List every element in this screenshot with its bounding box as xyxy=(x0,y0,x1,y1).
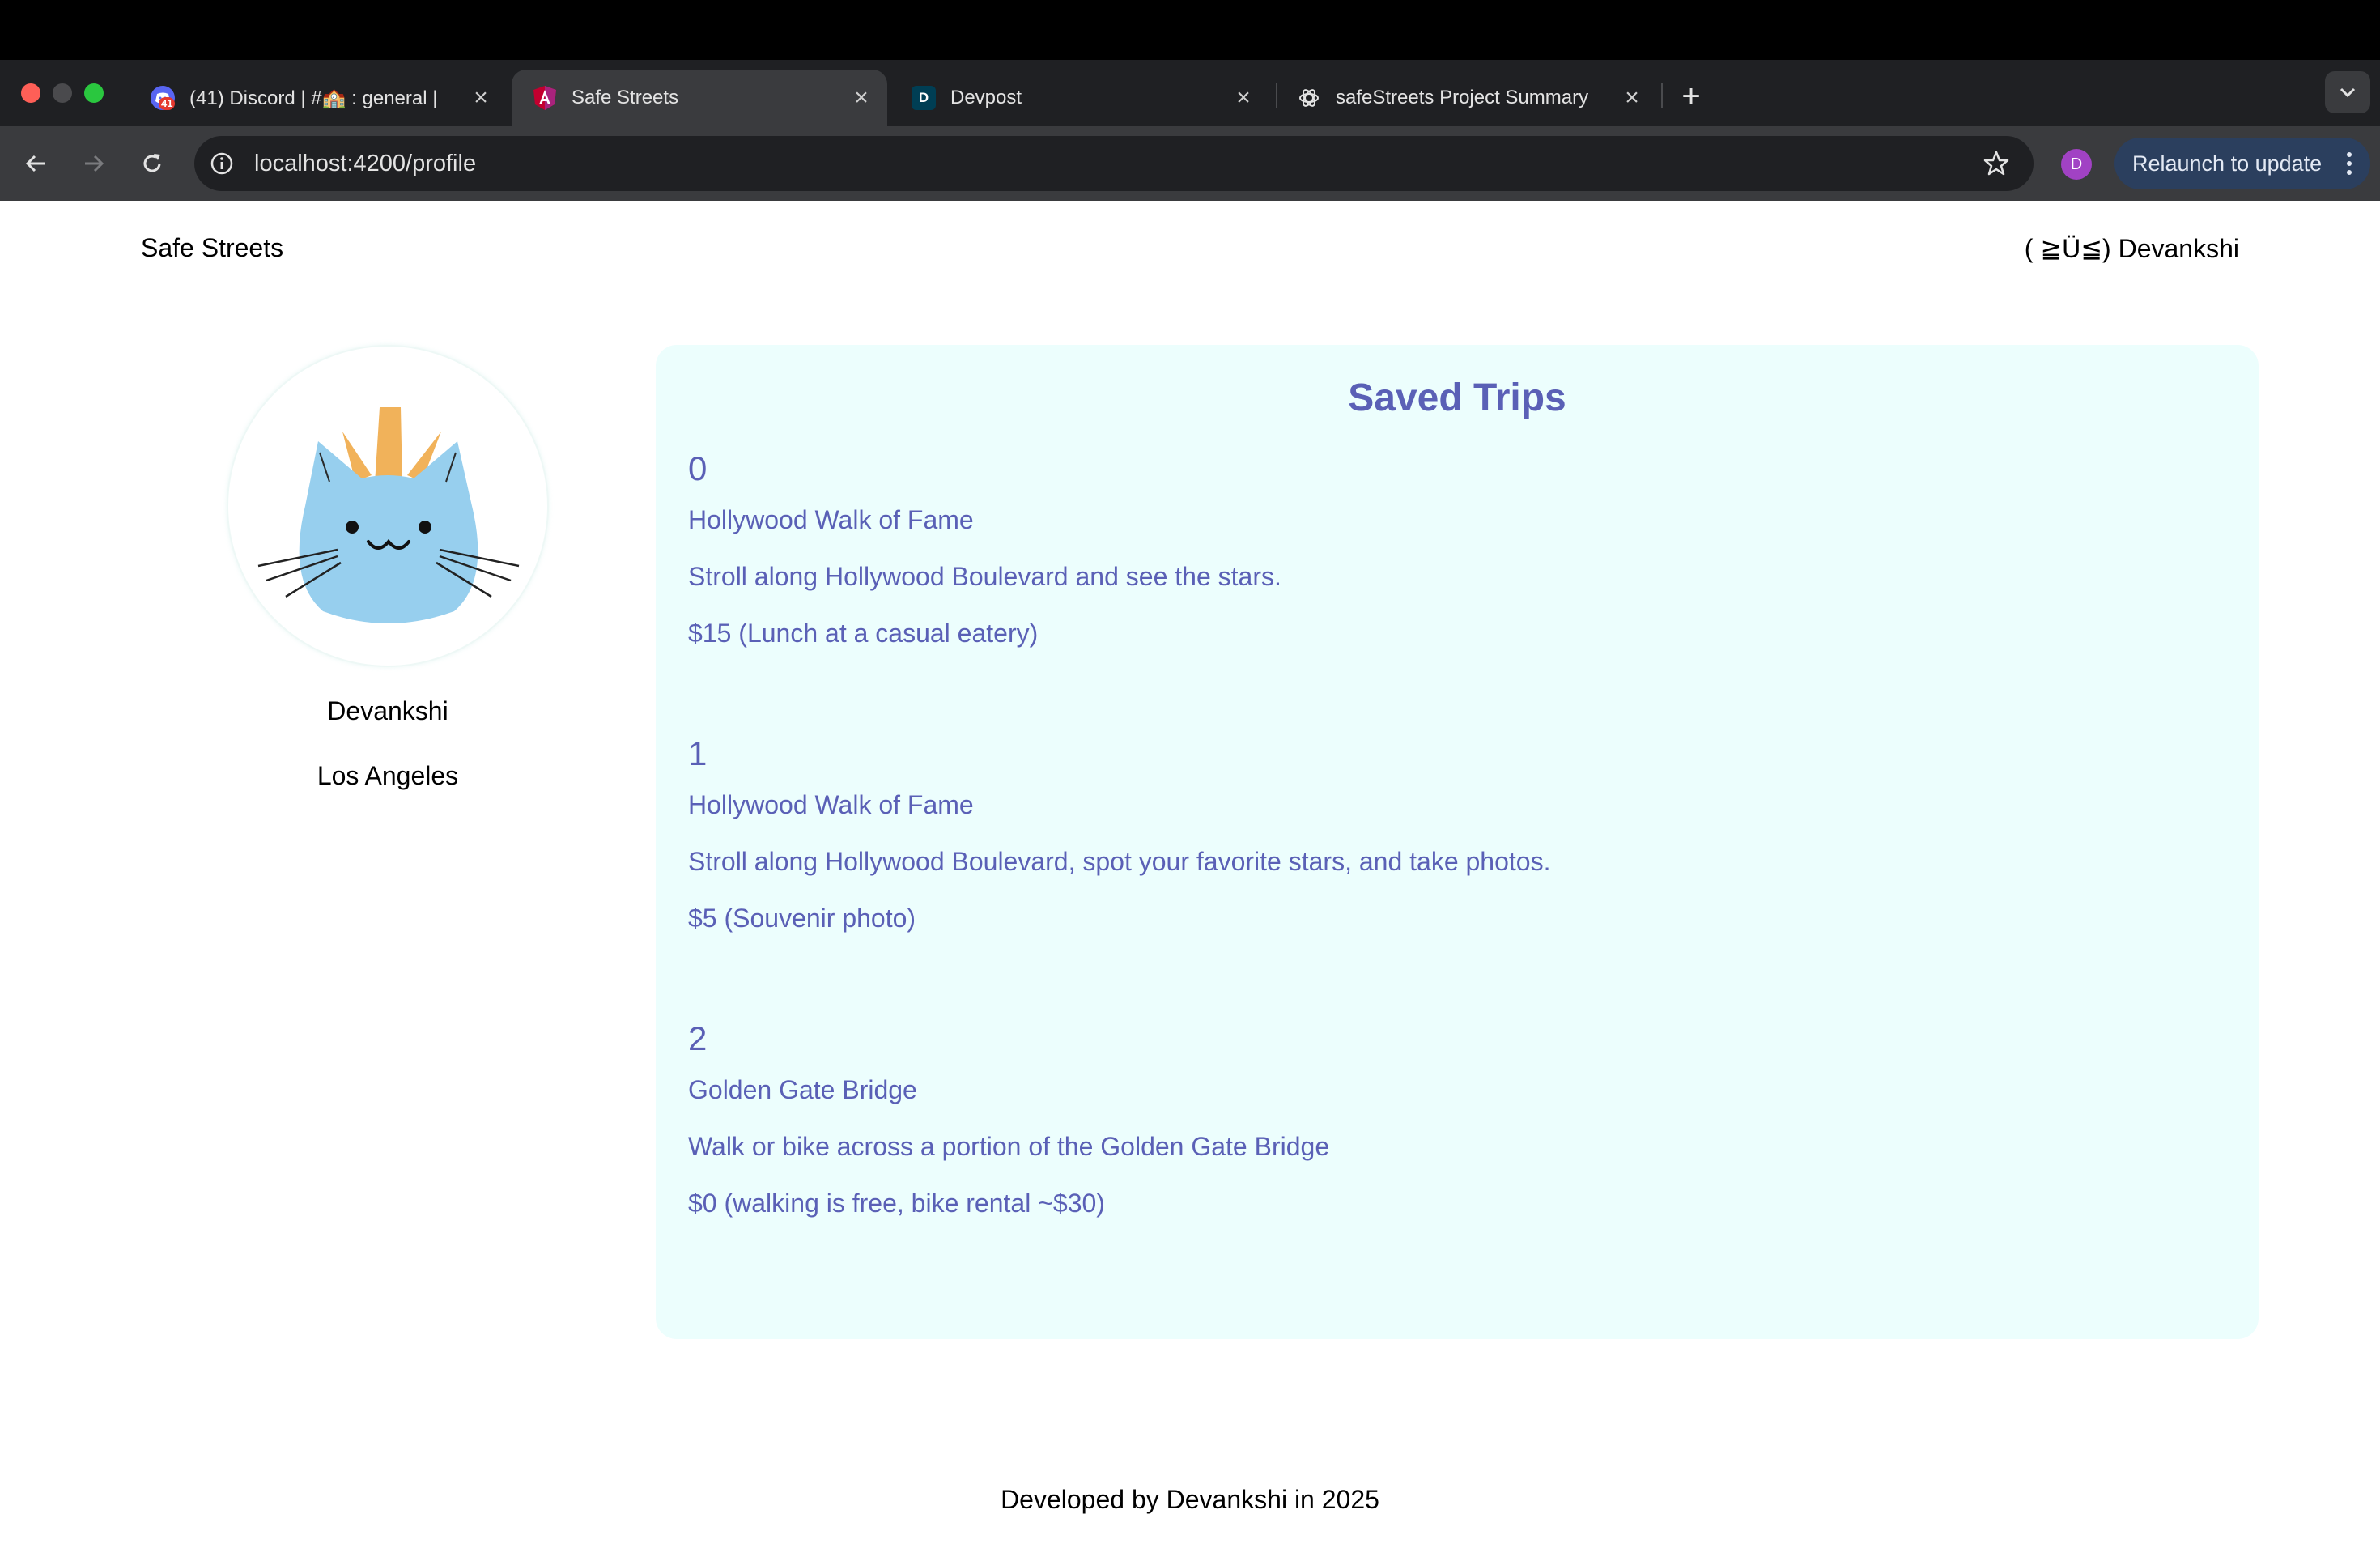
trip-index: 2 xyxy=(688,1019,708,1057)
profile-avatar xyxy=(227,345,549,667)
profile-avatar-button[interactable]: D xyxy=(2061,149,2092,180)
new-tab-button[interactable]: + xyxy=(1681,78,1701,114)
cat-avatar-icon xyxy=(242,368,533,644)
trip-cost: $15 (Lunch at a casual eatery) xyxy=(688,619,1039,648)
maximize-window-button[interactable] xyxy=(84,83,104,103)
reload-button[interactable] xyxy=(133,144,172,183)
trip-index: 0 xyxy=(688,449,708,487)
close-tab-icon[interactable]: × xyxy=(1236,84,1251,111)
close-window-button[interactable] xyxy=(21,83,40,103)
reload-icon xyxy=(140,151,164,176)
user-menu[interactable]: ( ≧Ü≦) Devankshi xyxy=(2024,234,2239,263)
trip-item xyxy=(688,449,2226,649)
tab-search-button[interactable] xyxy=(2325,71,2370,113)
forward-button[interactable] xyxy=(74,144,113,183)
trip-description: Stroll along Hollywood Boulevard and see the stars. xyxy=(688,562,1281,591)
site-info-icon[interactable] xyxy=(209,151,235,176)
saved-trips-card xyxy=(656,345,2259,1339)
back-button[interactable] xyxy=(16,144,55,183)
profile-name: Devankshi xyxy=(327,696,448,725)
trip-place: Hollywood Walk of Fame xyxy=(688,790,974,819)
minimize-window-button[interactable] xyxy=(53,83,72,103)
relaunch-label: Relaunch to update xyxy=(2132,151,2323,176)
tab-title: safeStreets Project Summary xyxy=(1336,87,1589,108)
arrow-left-icon xyxy=(23,151,48,176)
page-content xyxy=(0,201,2380,1548)
arrow-right-icon xyxy=(82,151,106,176)
trip-cost: $0 (walking is free, bike rental ~$30) xyxy=(688,1189,1105,1218)
menu-bar-area xyxy=(0,0,2380,60)
trip-description: Stroll along Hollywood Boulevard, spot your favorite stars, and take photos. xyxy=(688,847,1551,876)
tab-title: Safe Streets xyxy=(572,87,679,108)
footer-text: Developed by Devankshi in 2025 xyxy=(1001,1485,1379,1514)
tab-badge: 41 xyxy=(159,97,175,110)
url-text[interactable]: localhost:4200/profile xyxy=(254,151,477,176)
trip-description: Walk or bike across a portion of the Golden Gate Bridge xyxy=(688,1132,1330,1161)
profile-city: Los Angeles xyxy=(317,761,459,790)
tab-project-summary[interactable] xyxy=(1276,70,1658,126)
tab-discord[interactable] xyxy=(130,70,507,126)
trip-place: Golden Gate Bridge xyxy=(688,1075,917,1104)
trip-place: Hollywood Walk of Fame xyxy=(688,505,974,534)
trip-cost: $5 (Souvenir photo) xyxy=(688,904,916,933)
brand-link[interactable]: Safe Streets xyxy=(141,233,284,262)
bookmark-star-icon[interactable] xyxy=(1977,144,2016,183)
devpost-icon: D xyxy=(912,86,936,110)
discord-icon xyxy=(151,86,175,110)
tab-title: (41) Discord | #🏫 : general | xyxy=(189,87,438,109)
tab-safe-streets[interactable] xyxy=(512,70,887,126)
trip-item xyxy=(688,734,2226,934)
close-tab-icon[interactable]: × xyxy=(854,84,869,111)
close-tab-icon[interactable]: × xyxy=(1625,84,1639,111)
openai-icon xyxy=(1297,86,1321,110)
trip-index: 1 xyxy=(688,734,708,772)
more-options-icon[interactable] xyxy=(2340,147,2359,180)
angular-icon xyxy=(533,86,557,110)
relaunch-update-button[interactable] xyxy=(2114,138,2370,189)
trip-item xyxy=(688,1019,2226,1219)
chevron-down-icon xyxy=(2339,87,2357,98)
tab-devpost[interactable] xyxy=(890,70,1269,126)
tab-separator xyxy=(1661,83,1663,108)
tab-title: Devpost xyxy=(950,87,1022,108)
saved-trips-title: Saved Trips xyxy=(1348,376,1566,419)
close-tab-icon[interactable]: × xyxy=(474,84,488,111)
